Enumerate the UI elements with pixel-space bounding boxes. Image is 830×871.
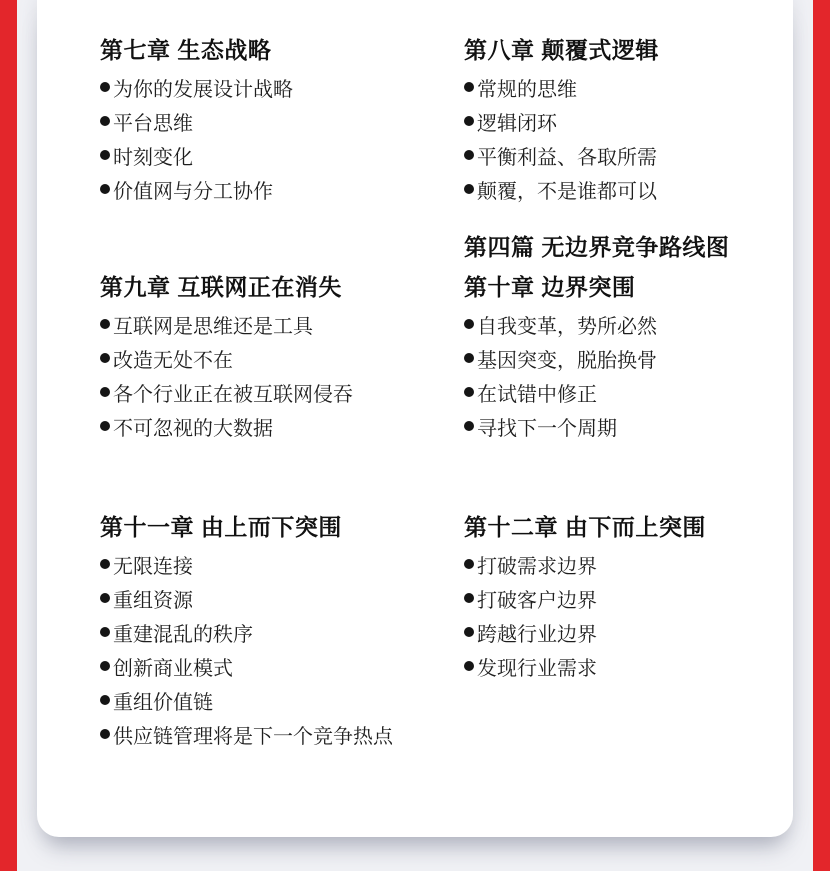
bullet-icon bbox=[100, 627, 110, 637]
bullet-icon bbox=[100, 184, 110, 194]
toc-item-label: 常规的思维 bbox=[477, 78, 577, 101]
bullet-icon bbox=[100, 421, 110, 431]
chapter-title: 第八章 颠覆式逻辑 bbox=[464, 37, 659, 63]
toc-item-label: 供应链管理将是下一个竞争热点 bbox=[113, 725, 393, 748]
toc-section-chapter7 bbox=[100, 30, 450, 206]
toc-item bbox=[464, 138, 794, 172]
toc-item-label: 创新商业模式 bbox=[113, 657, 233, 680]
toc-item bbox=[464, 104, 794, 138]
toc-item bbox=[100, 409, 450, 443]
toc-item-label: 寻找下一个周期 bbox=[477, 417, 617, 440]
bullet-icon bbox=[100, 319, 110, 329]
toc-item-label: 发现行业需求 bbox=[477, 657, 597, 680]
right-red-border bbox=[813, 0, 830, 871]
toc-item-label: 跨越行业边界 bbox=[477, 623, 597, 646]
bullet-icon bbox=[464, 421, 474, 431]
toc-item-label: 自我变革，势所必然 bbox=[477, 315, 657, 338]
toc-section-chapter8 bbox=[464, 30, 794, 206]
toc-column-right bbox=[464, 0, 794, 683]
toc-item bbox=[464, 70, 794, 104]
toc-item bbox=[100, 138, 450, 172]
toc-item bbox=[464, 375, 794, 409]
toc-column-left bbox=[100, 0, 450, 751]
toc-item-label: 逻辑闭环 bbox=[477, 112, 557, 135]
toc-item bbox=[100, 581, 450, 615]
toc-item bbox=[100, 649, 450, 683]
toc-item-label: 不可忽视的大数据 bbox=[113, 417, 273, 440]
toc-item-label: 为你的发展设计战略 bbox=[113, 78, 293, 101]
toc-item-label: 打破客户边界 bbox=[477, 589, 597, 612]
toc-item bbox=[464, 581, 794, 615]
toc-item-label: 重建混乱的秩序 bbox=[113, 623, 253, 646]
toc-item bbox=[464, 172, 794, 206]
toc-item bbox=[100, 615, 450, 649]
bullet-icon bbox=[464, 559, 474, 569]
toc-item-label: 价值网与分工协作 bbox=[113, 180, 273, 203]
toc-item bbox=[464, 615, 794, 649]
bullet-icon bbox=[464, 116, 474, 126]
toc-item-label: 基因突变，脱胎换骨 bbox=[477, 349, 657, 372]
toc-item-label: 无限连接 bbox=[113, 555, 193, 578]
bullet-icon bbox=[464, 661, 474, 671]
bullet-icon bbox=[464, 319, 474, 329]
toc-item bbox=[464, 341, 794, 375]
toc-item-label: 打破需求边界 bbox=[477, 555, 597, 578]
chapter-title: 第七章 生态战略 bbox=[100, 37, 272, 63]
toc-item bbox=[100, 683, 450, 717]
toc-item bbox=[464, 649, 794, 683]
bullet-icon bbox=[464, 184, 474, 194]
bullet-icon bbox=[464, 387, 474, 397]
bullet-icon bbox=[100, 82, 110, 92]
chapter-title: 第十一章 由上而下突围 bbox=[100, 514, 342, 540]
toc-item bbox=[100, 172, 450, 206]
bullet-icon bbox=[100, 729, 110, 739]
toc-item-label: 重组价值链 bbox=[113, 691, 213, 714]
bullet-icon bbox=[464, 627, 474, 637]
bullet-icon bbox=[464, 82, 474, 92]
toc-item-label: 改造无处不在 bbox=[113, 349, 233, 372]
bullet-icon bbox=[100, 695, 110, 705]
bullet-icon bbox=[100, 559, 110, 569]
toc-section-chapter10 bbox=[464, 227, 794, 443]
bullet-icon bbox=[100, 661, 110, 671]
chapter-title: 第十二章 由下而上突围 bbox=[464, 514, 706, 540]
bullet-icon bbox=[100, 593, 110, 603]
toc-item bbox=[100, 547, 450, 581]
chapter-title: 第九章 互联网正在消失 bbox=[100, 274, 342, 300]
toc-item bbox=[100, 307, 450, 341]
bullet-icon bbox=[100, 353, 110, 363]
toc-section-chapter12 bbox=[464, 507, 794, 683]
left-red-border bbox=[0, 0, 17, 871]
bullet-icon bbox=[464, 150, 474, 160]
toc-item bbox=[100, 375, 450, 409]
toc-item-label: 颠覆，不是谁都可以 bbox=[477, 180, 657, 203]
toc-item bbox=[100, 70, 450, 104]
bullet-icon bbox=[464, 593, 474, 603]
bullet-icon bbox=[100, 116, 110, 126]
toc-item-label: 平台思维 bbox=[113, 112, 193, 135]
bullet-icon bbox=[100, 387, 110, 397]
part-title: 第四篇 无边界竞争路线图 bbox=[464, 234, 730, 260]
bullet-icon bbox=[100, 150, 110, 160]
chapter-title: 第十章 边界突围 bbox=[464, 274, 636, 300]
toc-item-label: 平衡利益、各取所需 bbox=[477, 146, 657, 169]
toc-item-label: 互联网是思维还是工具 bbox=[113, 315, 313, 338]
toc-item-label: 时刻变化 bbox=[113, 146, 193, 169]
toc-item-label: 在试错中修正 bbox=[477, 383, 597, 406]
toc-item bbox=[100, 341, 450, 375]
toc-item bbox=[464, 547, 794, 581]
toc-item bbox=[464, 409, 794, 443]
toc-item bbox=[100, 717, 450, 751]
toc-section-chapter9 bbox=[100, 267, 450, 443]
toc-item bbox=[464, 307, 794, 341]
toc-item-label: 各个行业正在被互联网侵吞 bbox=[113, 383, 353, 406]
bullet-icon bbox=[464, 353, 474, 363]
toc-section-chapter11 bbox=[100, 507, 450, 751]
content-card bbox=[37, 0, 793, 837]
toc-item-label: 重组资源 bbox=[113, 589, 193, 612]
toc-item bbox=[100, 104, 450, 138]
